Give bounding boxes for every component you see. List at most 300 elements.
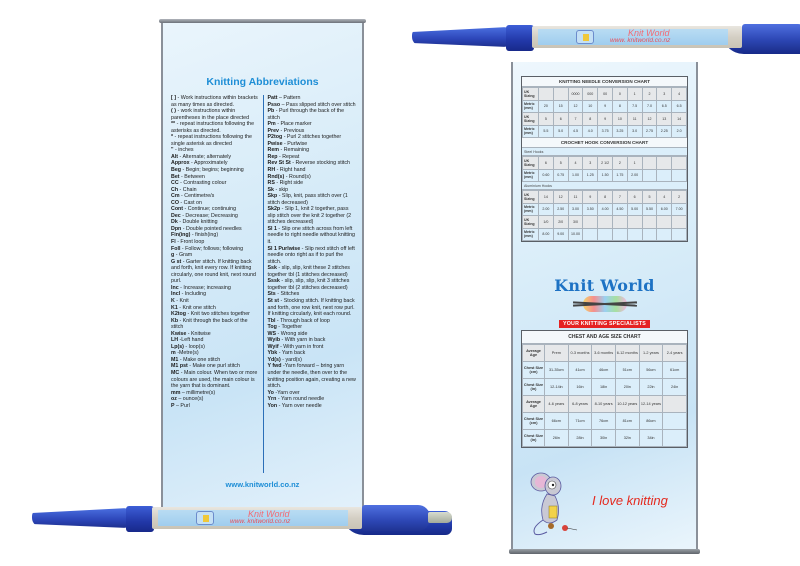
row-label: Chest Size (in) (523, 430, 545, 447)
abbreviation-definition: - With yarn in back (280, 337, 326, 344)
row-label: UK Sizing (523, 216, 539, 229)
table-cell: 1.25 (583, 169, 598, 182)
table-cell: 71cm (568, 413, 592, 430)
table-cell (663, 430, 687, 447)
table-cell: 2.75 (642, 125, 657, 138)
abbreviation-term: Pwise (267, 140, 283, 147)
abbreviation-entry (171, 121, 260, 134)
table-cell (642, 216, 657, 229)
row-label: Metric (mm) (523, 169, 539, 182)
abbreviation-term: Ybk (267, 350, 278, 357)
abbreviation-definition: - Knitwise (186, 330, 211, 337)
abbreviation-term: Fl (171, 239, 176, 246)
abbreviation-definition: - Slip 1, knit 2 together, pass slip stitch over the knit 2 together (2 stitches decreased) (267, 206, 352, 226)
banner-bottom-rod (509, 549, 700, 554)
table-cell: 32in (615, 430, 639, 447)
table-cell: 0.75 (553, 169, 568, 182)
table-cell (672, 157, 687, 170)
abbreviation-definition: - Knit through the back of the stitch (171, 317, 248, 331)
abbreviation-term: g (171, 252, 175, 259)
abbreviation-definition: -Yarn forward – bring yarn under the needle, then over to the knitting position again, creating a new stitch. (267, 363, 356, 390)
abbreviation-definition: - Double knitting (177, 219, 218, 226)
abbreviation-term: M1 (171, 356, 179, 363)
row-label: UK Sizing (523, 113, 539, 126)
abbreviation-term: G st (171, 258, 182, 265)
table-cell: 3 (583, 157, 598, 170)
abbreviation-term: Tog (267, 324, 277, 331)
table-cell: 30in (592, 430, 616, 447)
table-row (523, 430, 687, 447)
table-row (523, 169, 687, 182)
table-row (523, 413, 687, 430)
abbreviation-term: LH (171, 337, 179, 344)
pen-logo-icon (196, 511, 214, 525)
abbreviation-definition: - slip, slip, knit these 2 stitches together tbl (1 stitches decreased) (267, 265, 350, 278)
table-cell: 3 (657, 88, 672, 101)
table-cell: 6-12 months (615, 345, 639, 362)
pen-label (538, 29, 728, 45)
abbreviation-definition: - Place marker (275, 121, 312, 128)
table-cell: 9 (598, 113, 613, 126)
pen-end-cap (362, 505, 430, 531)
table-cell: 1-2 years (639, 345, 663, 362)
abbreviation-term: ( ) (171, 108, 176, 115)
table-cell: 3.0 (627, 125, 642, 138)
table-row (523, 113, 687, 126)
table-cell: 6.5 (657, 100, 672, 113)
abbreviation-definition: - Approximately (189, 160, 228, 167)
table-cell (657, 169, 672, 182)
row-label: Metric (mm) (523, 100, 539, 113)
crochet-chart-title: CROCHET HOOK CONVERSION CHART (522, 138, 687, 148)
table-cell (539, 88, 554, 101)
pen-brand: Knit World (248, 509, 290, 519)
table-cell: 2.00 (539, 203, 554, 216)
abbreviation-definition: - Make one purl stitch (187, 363, 240, 370)
abbreviation-definition: - With yarn in front (278, 343, 324, 350)
abbreviation-definition: - Wrong side (276, 330, 308, 337)
abbreviation-entry (268, 278, 357, 291)
abbreviation-entry (171, 370, 260, 390)
abbreviation-definition: - slip, slip, slip, knit 3 stitches together tbl (2 stitches decreased) (267, 278, 350, 291)
table-cell: 14 (672, 113, 687, 126)
abbreviation-term: Yo (267, 389, 274, 396)
abbreviation-term: K1 (171, 304, 178, 311)
abbreviation-term: Sk2p (267, 206, 281, 213)
abbreviation-term: P (171, 402, 175, 409)
table-cell: 1.00 (568, 169, 583, 182)
abbreviation-term: Yrn (267, 396, 277, 403)
abbreviation-term: CO (171, 199, 179, 206)
abbreviation-term: Cm (171, 193, 180, 200)
table-cell: 3-6 months (592, 345, 616, 362)
abbreviation-term: K2tog (171, 311, 187, 318)
pen-url: www. knitworld.co.nz (610, 37, 671, 44)
abbreviation-term: oz (171, 396, 177, 403)
abbreviation-definition: - inches (173, 147, 194, 154)
table-cell (663, 396, 687, 413)
table-cell: 2-4 years (663, 345, 687, 362)
pen-grip (506, 25, 534, 51)
abbreviation-entry (171, 403, 260, 410)
table-cell: 1.75 (612, 169, 627, 182)
table-cell (612, 228, 627, 241)
table-cell: 6.5 (672, 100, 687, 113)
abbreviation-term: Wyib (267, 337, 281, 344)
abbreviation-definition: - Yarn over needle (277, 402, 322, 409)
table-cell: 12 (568, 100, 583, 113)
abbreviation-definition: - Previous (279, 127, 305, 134)
table-cell: 6.00 (657, 203, 672, 216)
table-cell: 2.50 (553, 203, 568, 216)
abbreviation-entry (268, 403, 357, 410)
slogan: I love knitting (592, 493, 668, 508)
steel-hooks-table (522, 156, 687, 182)
website-url: www.knitworld.co.nz (225, 480, 300, 489)
pen-grip (126, 506, 154, 532)
pen-tip (32, 508, 128, 528)
table-cell (583, 228, 598, 241)
abbreviation-term: Sssk (267, 278, 280, 285)
abbreviation-definition: - Purl through the back of the stitch (267, 108, 345, 121)
table-cell: 9 (583, 191, 598, 204)
table-cell (672, 169, 687, 182)
abbreviation-term: Ch (171, 186, 179, 193)
abbreviation-definition: - Garter stitch. If knitting back and forth, knit every row. If knitting circularly, one round knit, next round purl. (171, 258, 256, 285)
table-cell: 3.25 (612, 125, 627, 138)
abbreviation-term: ** (171, 121, 176, 128)
abbreviation-entry (171, 259, 260, 285)
abbreviation-definition: - Purl 2 stitches together (282, 134, 342, 141)
abbreviation-term: Ssk (267, 265, 277, 272)
table-cell (663, 413, 687, 430)
abbreviation-definition: - Front loop (175, 239, 205, 246)
abbreviation-definition: - Yarn round needle (276, 396, 325, 403)
table-cell: 22in (639, 379, 663, 396)
table-cell: 9 (598, 100, 613, 113)
table-cell: 8.00 (539, 228, 554, 241)
table-cell: 12-14in (545, 379, 569, 396)
table-cell (642, 169, 657, 182)
table-cell: 2/0 (553, 216, 568, 229)
abbreviation-term: Approx (171, 160, 190, 167)
abbreviation-term: Kb (171, 317, 179, 324)
abbreviation-definition: – ounce(s) (176, 396, 204, 403)
table-cell: 1 (627, 157, 642, 170)
abbreviation-term: Inc (171, 284, 179, 291)
abbreviation-definition: - Decrease; Decreasing (180, 212, 238, 219)
abbreviation-term: P2tog (267, 134, 283, 141)
banner-top-rod (159, 19, 366, 23)
abbreviation-term: Skp (267, 193, 278, 200)
table-cell (598, 216, 613, 229)
table-cell (553, 88, 568, 101)
table-cell: 3.00 (568, 203, 583, 216)
table-cell (642, 157, 657, 170)
abbreviation-definition: - Begin; begins; beginning (181, 167, 244, 174)
table-cell (627, 228, 642, 241)
table-row (523, 379, 687, 396)
abbreviation-entry (268, 206, 357, 226)
needle-chart-title: KNITTING NEEDLE CONVERSION CHART (522, 77, 687, 87)
abbreviation-term: Fin(ing) (171, 232, 191, 239)
abbreviation-term: Rep (267, 153, 278, 160)
promotional-pen-top (412, 22, 800, 52)
table-cell (642, 228, 657, 241)
abbreviations-title: Knitting Abbreviations (206, 76, 319, 88)
abbreviation-term: Tbl (267, 317, 276, 324)
abbreviation-term: Alt (171, 153, 179, 160)
abbreviation-entry (171, 108, 260, 121)
table-cell: 5 (539, 113, 554, 126)
abbreviation-definition: - skip (273, 186, 289, 193)
pen-logo-icon (576, 30, 594, 44)
table-cell: 2.00 (627, 169, 642, 182)
table-cell: 7.00 (672, 203, 687, 216)
abbreviation-term: WS (267, 330, 277, 337)
table-cell: 46cm (592, 362, 616, 379)
abbreviation-term: Rem (267, 147, 279, 154)
abbreviation-definition: – Pattern (277, 95, 301, 101)
pen-plunger (428, 512, 452, 523)
abbreviation-term: Dec (171, 212, 181, 219)
abbreviation-definition: - Slip one stitch across from left needle to right needle without knitting it. (267, 225, 355, 246)
pen-tip (412, 27, 508, 47)
table-cell: Prem (545, 345, 569, 362)
abbreviation-definition: – millimetre(s) (180, 389, 216, 396)
table-cell: 26in (545, 430, 569, 447)
abbreviation-term: Rnd(s) (267, 173, 285, 180)
abbreviation-term: Incl (171, 291, 181, 298)
table-cell: 12 (553, 191, 568, 204)
abbreviation-term: Sl 1 (267, 225, 277, 232)
table-cell: 12-14 years (639, 396, 663, 413)
table-row (523, 228, 687, 241)
table-cell: 4 (568, 157, 583, 170)
abbreviation-definition: - Together (276, 324, 303, 331)
abbreviation-definition: - Contrasting colour (178, 180, 227, 187)
table-cell: 5 (642, 191, 657, 204)
table-cell: 20 (539, 100, 554, 113)
steel-hooks-label: Steel Hooks (522, 148, 687, 156)
table-cell: 7 (612, 191, 627, 204)
abbreviation-term: Prev (267, 127, 279, 134)
abbreviation-term: Sk (267, 186, 274, 193)
table-row (523, 125, 687, 138)
table-cell: 41cm (568, 362, 592, 379)
table-cell: 6-8 years (568, 396, 592, 413)
abbreviation-definition: - Cast on (178, 199, 202, 206)
table-cell: 0-3 months (568, 345, 592, 362)
table-cell: 2 (672, 191, 687, 204)
abbreviation-definition: - repeat instructions following the asterisks as directed. (171, 121, 255, 134)
row-label: Metric (mm) (523, 125, 539, 138)
table-cell: 5.5 (539, 125, 554, 138)
table-cell: 16in (568, 379, 592, 396)
abbreviation-entry (268, 246, 357, 266)
abbreviation-definition: - Slip next stitch off left needle onto right as if to purl the stitch. (267, 245, 355, 265)
table-cell: 10.00 (568, 228, 583, 241)
logo-tagline: YOUR KNITTING SPECIALISTS (559, 320, 650, 328)
abbreviation-definition: - Slip, knit, pass stitch over (1 stitch decreased) (267, 193, 348, 206)
table-cell: 20in (615, 379, 639, 396)
abbreviation-definition: - Double pointed needles (181, 225, 242, 232)
abbreviation-definition: - Between (179, 173, 205, 180)
knitting-mouse-illustration (527, 472, 579, 538)
abbreviation-definition: – Purl (174, 402, 190, 409)
table-cell: 14 (539, 191, 554, 204)
abbreviation-definition: - Knit two stitches together (186, 311, 250, 318)
abbreviation-definition: - Right side (274, 180, 304, 187)
abbreviation-term: Wyif (267, 343, 279, 350)
abbreviation-definition: - Including (180, 291, 207, 298)
abbreviations-left-column (171, 95, 263, 473)
table-cell: 7 (568, 113, 583, 126)
abbreviation-definition: - Repeat (277, 153, 300, 160)
promotional-pen-bottom (32, 503, 457, 533)
abbreviation-definition: - Continue; continuing (183, 206, 237, 213)
table-cell: 4.5 (568, 125, 583, 138)
size-chart-title: CHEST AND AGE SIZE CHART (522, 331, 687, 344)
abbreviations-right-column (263, 95, 357, 473)
table-cell (657, 157, 672, 170)
abbreviation-definition: - Yarn back (277, 350, 306, 357)
table-row (523, 191, 687, 204)
size-chart-table (522, 344, 687, 447)
table-cell: 5.00 (627, 203, 642, 216)
abbreviation-term: Cont (171, 206, 184, 213)
table-cell: 7.5 (627, 100, 642, 113)
row-label: Average Age (523, 396, 545, 413)
row-label: UK Sizing (523, 157, 539, 170)
abbreviation-term: Sts (267, 291, 276, 298)
table-cell: 10 (583, 100, 598, 113)
table-cell: 8 (598, 191, 613, 204)
abbreviation-term: Pb (267, 108, 275, 115)
table-cell (583, 216, 598, 229)
abbreviation-definition: -Left hand (178, 337, 204, 344)
table-row (523, 203, 687, 216)
abbreviation-term: K (171, 297, 175, 304)
table-cell (672, 228, 687, 241)
abbreviation-term: Dk (171, 219, 178, 226)
abbreviation-definition: - Knit one stitch (177, 304, 216, 311)
abbreviation-entry (268, 363, 357, 389)
table-cell (672, 216, 687, 229)
table-cell: 3.75 (598, 125, 613, 138)
pen-end-cap (742, 24, 800, 50)
abbreviation-term: [ ] (171, 95, 176, 101)
abbreviation-term: Sl 1 Purlwise (267, 245, 301, 252)
table-cell: 1.50 (598, 169, 613, 182)
abbreviations-banner (161, 22, 364, 512)
row-label: Metric (mm) (523, 228, 539, 241)
table-cell: 11 (627, 113, 642, 126)
table-cell: 10-12 years (615, 396, 639, 413)
pen-label (158, 510, 348, 526)
abbreviation-definition: - work instructions within parentheses in the place directed (171, 108, 250, 121)
abbreviation-definition: -Yarn over (273, 389, 300, 396)
abbreviation-definition: - Stocking stitch. If knitting back and forth, one row knit, next row purl. If knitting circularly, knit each round. (267, 297, 355, 318)
abbreviation-definition: - Follow; follows; following (180, 245, 244, 252)
table-cell: 2 (612, 157, 627, 170)
abbreviation-term: Yd(s) (267, 356, 281, 363)
table-row (523, 88, 687, 101)
table-cell: 00 (598, 88, 613, 101)
table-cell (612, 216, 627, 229)
table-cell: 15 (553, 100, 568, 113)
aluminium-hooks-table (522, 190, 687, 241)
pen-brand: Knit World (628, 28, 670, 38)
abbreviation-term: Pm (267, 121, 276, 128)
abbreviation-definition: - Reverse stocking stitch (290, 160, 350, 167)
abbreviation-definition: - Work instructions within brackets as many times as directed. (171, 95, 258, 108)
abbreviation-term: RH (267, 167, 276, 174)
abbreviation-definition: - loop(s) (183, 343, 205, 350)
abbreviation-term: Y fwd (267, 363, 282, 370)
abbreviation-term: M1 pst (171, 363, 188, 370)
abbreviation-definition: - Make one stitch (178, 356, 221, 363)
table-cell: 6 (627, 191, 642, 204)
table-cell: 1/0 (539, 216, 554, 229)
abbreviations-list (171, 95, 356, 473)
abbreviation-term: Patt (267, 95, 278, 101)
abbreviation-definition: - yard(s) (280, 356, 302, 363)
logo-brand: Knit World (554, 276, 655, 295)
table-cell (598, 228, 613, 241)
table-cell (657, 228, 672, 241)
aluminium-hooks-label: Aluminium Hooks (522, 182, 687, 190)
abbreviation-term: Beg (171, 167, 182, 174)
table-cell: 8 (583, 113, 598, 126)
table-cell: 18in (592, 379, 616, 396)
table-cell: 86cm (639, 413, 663, 430)
row-label: Average Age (523, 345, 545, 362)
table-cell: 3/0 (568, 216, 583, 229)
abbreviation-definition: - Stitches (275, 291, 300, 298)
abbreviation-entry (171, 318, 260, 331)
abbreviation-definition: - Right hand (275, 167, 306, 174)
row-label: UK Sizing (523, 88, 539, 101)
table-cell: 8 (612, 100, 627, 113)
table-cell: 2 1/2 (598, 157, 613, 170)
row-label: Chest Size (cm) (523, 413, 545, 430)
table-cell: 11 (568, 191, 583, 204)
yarn-ball-icon (583, 296, 627, 312)
table-cell (627, 216, 642, 229)
table-cell: 2.0 (672, 125, 687, 138)
abbreviation-definition: - repeat instructions following the single asterisk as directed (171, 134, 252, 147)
table-cell: 4 (672, 88, 687, 101)
abbreviation-definition: - Through back of loop (275, 317, 330, 324)
knit-world-logo (513, 274, 696, 329)
abbreviation-term: m (171, 350, 176, 357)
table-cell: 13 (657, 113, 672, 126)
size-chart (521, 330, 688, 448)
table-row (523, 216, 687, 229)
abbreviation-entry (268, 226, 357, 246)
row-label: Metric (mm) (523, 203, 539, 216)
abbreviation-definition: - Purlwise (282, 140, 308, 147)
table-cell: 81cm (615, 413, 639, 430)
table-cell: 2 (642, 88, 657, 101)
table-row (523, 396, 687, 413)
row-label: Chest Size (in) (523, 379, 545, 396)
abbreviation-definition: - Remaining (278, 147, 310, 154)
table-cell: 1 (627, 88, 642, 101)
table-cell: 66cm (545, 413, 569, 430)
abbreviation-term: Kwise (171, 330, 187, 337)
